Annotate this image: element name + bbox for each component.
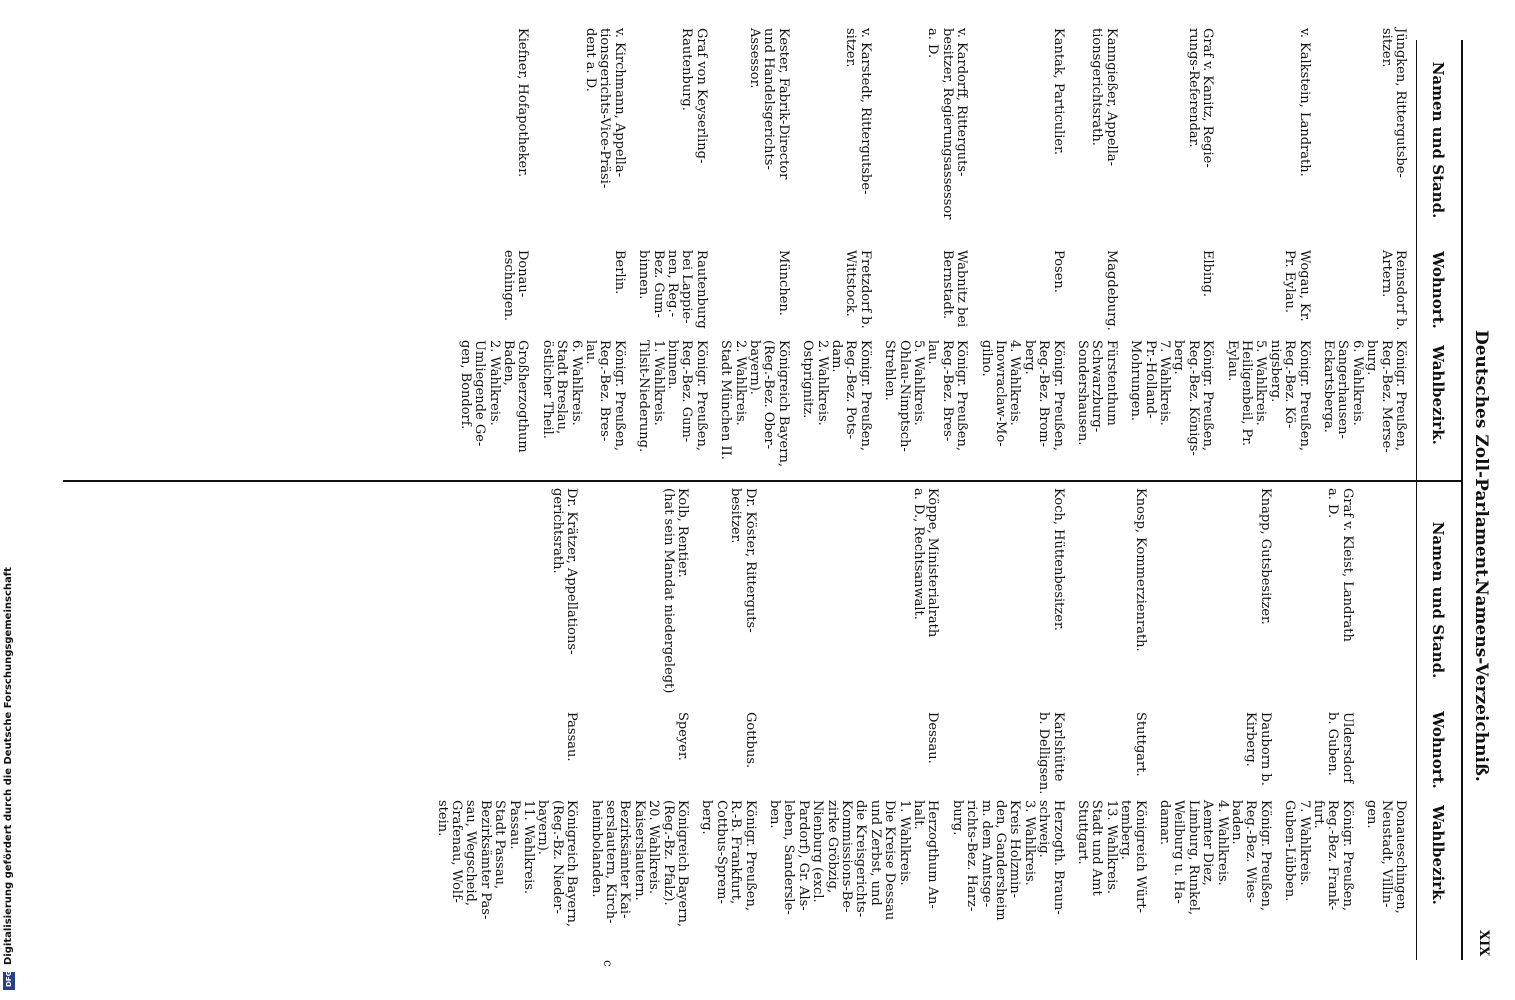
entry-district: Königr. Preußen, Reg.-Bez. Merse- burg. 6. Wahlkreis. Sangerhausen- Eckartsberga. — [1320, 340, 1408, 453]
entry-district: Königr. Preußen, Reg.-Bez. Kö- nigsberg. 5. Wahlkreis. Heiligenbeil, Pr. Eylau. — [1224, 340, 1312, 452]
entry-district: Donaueschingen, Neustadt, Villin- gen. — [1364, 800, 1408, 914]
col-header-district-right: Wahlbezirk. — [1429, 805, 1447, 905]
entry-name: Dr. Köster, Ritterguts- besitzer. — [728, 488, 758, 633]
entry-residence: Reinsdorf b. Artern. — [1378, 250, 1408, 331]
entry-residence: Rautenburg bei Lappie- nen, Reg.- Bez. Gum- binnen. — [636, 250, 709, 329]
entry-name: Graf v. Kleist, Landrath a. D. — [1325, 488, 1355, 642]
entry-name: Knapp, Gutsbesitzer. — [1257, 488, 1273, 625]
col-header-residence-left: Wohnort. — [1429, 251, 1447, 329]
digitization-credit: Digitalisierung gefördert durch die Deutsche Forschungsgemeinschaft — [3, 567, 14, 965]
entry-district: Großherzogthum Baden, 2. Wahlkreis. Umliegende Ge- gen, Bondorf. — [457, 340, 531, 453]
entry-residence: Stuttgart. — [1132, 712, 1148, 777]
entry-residence: Elbing. — [1200, 250, 1216, 297]
header-title-right: Namens-Verzeichniß. — [1471, 580, 1491, 782]
entry-residence: München. — [775, 250, 791, 316]
entry-district: Königr. Preußen, Reg.-Bez. Frank- furt. 7. Wahlkreis. Guben-Lübben. — [1282, 800, 1355, 912]
dfg-logo-text: DFG — [5, 970, 13, 987]
column-header-rule — [1416, 40, 1417, 960]
col-header-name-right: Namen und Stand. — [1429, 521, 1447, 679]
entry-name: v. Kirchmann, Appella- tionsgerichts-Vice-Präsi- dent a. D. — [583, 28, 627, 189]
entry-district: Königr. Preußen, Reg.-Bez. Bres- lau. 5. Wahlkreis. Ohlau-Nimptsch- Strehlen. — [882, 340, 970, 452]
entry-district: Königr. Preußen, Reg.-Bez. Gum- binnen. 1. Wahlkreis. Tilsit-Niederung. — [636, 340, 709, 453]
entry-name: v. Karstedt, Rittergutsbe- sitzer. — [843, 28, 873, 195]
entry-residence: Fretzdorf b. Wittstock. — [843, 250, 873, 329]
entry-name: Graf v. Kanitz, Regie- rungs-Referendar. — [1185, 28, 1216, 168]
col-header-district-left: Wahlbezirk. — [1429, 345, 1447, 445]
entry-residence: Dessau. — [925, 712, 941, 764]
signature-mark: c — [601, 960, 615, 967]
entry-residence: Magdeburg. — [1103, 250, 1119, 331]
entry-residence: Gottbus. — [742, 712, 758, 769]
entry-name: Kanngießer, Appella- tionsgerichtsrath. — [1089, 28, 1119, 166]
entry-district: Königr. Preußen, Reg.-Bez. Brom- berg. 4. Wahlkreis. Inowraclaw-Mo- gilno. — [978, 340, 1066, 452]
entry-residence: Wogau, Kr. Pr. Eylau. — [1282, 250, 1312, 322]
entry-name: Knosp, Kommerzienrath. — [1132, 488, 1148, 652]
entry-name: Kolb, Rentier. (hat sein Mandat niedergelegt) — [660, 488, 690, 694]
rotated-register-page — [55, 0, 1515, 1000]
entry-district: Herzogthum An- halt. 1. Wahlkreis. Die Kreise Dessau und Zerbst, und die Kreisgerichts- Kommissions-Be- zirke Gröbzig, Nienburg (excl. Pardorf), Gr. Als- leben, Sandersle- ben. — [766, 800, 941, 921]
entry-name: Jüngken, Rittergutsbe- sitzer. — [1378, 28, 1408, 178]
entry-district: Fürstenthum Schwarzburg- Sondershausen. — [1075, 340, 1119, 446]
entry-district: Königreich Bayern, (Reg.-Bez. Ober- bayern). 2. Wahlkreis. Stadt München II. — [718, 340, 791, 467]
entry-residence: Donau- eschingen. — [501, 250, 531, 322]
entry-residence: Posen. — [1050, 250, 1066, 293]
entry-residence: Uldersdorf b. Guben. — [1325, 712, 1355, 784]
entry-name: Kantak, Particulier. — [1050, 28, 1066, 156]
entry-district: Königr. Preußen, Reg.-Bez. Bres- lau. 6. Wahlkreis. Stadt Breslau, östlicher Theil. — [539, 340, 627, 452]
center-divider — [63, 480, 1463, 482]
entry-name: v. Kalkstein, Landrath. — [1296, 28, 1312, 177]
entry-residence: Karlshütte b. Delligsen. — [1036, 712, 1066, 795]
col-header-residence-right: Wohnort. — [1429, 711, 1447, 789]
entry-name: Koch, Hüttenbesitzer. — [1050, 488, 1066, 631]
page-number: XIX — [1476, 930, 1491, 957]
entry-residence: Dauborn b. Kirberg. — [1243, 712, 1273, 786]
entry-residence: Passau. — [564, 712, 580, 762]
entry-residence: Wabnitz bei Bernstadt. — [939, 250, 970, 328]
dfg-logo — [3, 972, 15, 990]
entry-district: Königr. Preußen, Reg.-Bez. Wies- baden. 4. Wahlkreis. Aemter Diez, Limburg, Runkel, Weilburg u. Ha- damar. — [1156, 800, 1273, 916]
entry-name: Kester, Fabrik-Director und Handelsgerichts- Assessor. — [747, 28, 791, 180]
entry-residence: Berlin. — [611, 250, 627, 295]
entry-name: v. Kardorff, Ritterguts- besitzer, Regierungsassessor a. D. — [925, 28, 970, 220]
header-title-left: Deutsches Zoll-Parlament. — [1471, 330, 1491, 583]
entry-district: Königr. Preußen, Reg.-Bez. Königs- berg. 7. Wahlkreis. Pr.-Holland- Mohrungen. — [1128, 340, 1216, 456]
entry-district: Königreich Bayern, (Reg.-Bz. Nieder- bayern). 11. Wahlkreis. Passau. Stadt Passau, Bezirksämter Pas- sau, Wegscheid, Grafenau, Wolf- stein. — [434, 800, 580, 927]
entry-district: Königreich Würt- temberg. 13. Wahlkreis. Stadt und Amt Stuttgart. — [1074, 800, 1148, 913]
entry-name: Kiefner, Hofapotheker. — [515, 28, 531, 178]
entry-district: Königr. Preußen, R.-B. Frankfurt, Cottbus-Sprem- berg. — [699, 800, 758, 912]
entry-district: Königr. Preußen, Reg.-Bez. Pots- dam. 2. Wahlkreis. Ostprignitz. — [800, 340, 873, 452]
entry-name: Dr. Krätzer, Appellations- gerichtsrath. — [549, 488, 580, 655]
entry-district: Herzogth. Braun- schweig. 3. Wahlkreis. Kreis Holzmin- den, Gandersheim m. dem Amtsge- richts-Bez. Harz- burg. — [949, 800, 1066, 921]
entry-name: Graf von Keyserling- Rautenburg. — [679, 28, 709, 164]
entry-residence: Speyer. — [675, 712, 690, 761]
col-header-name-left: Namen und Stand. — [1429, 61, 1447, 219]
entry-district: Königreich Bayern, (Reg.-Bz. Pfalz). 20. Wahlkreis. Kaiserslautern. Bezirksämter Kai- serslautern, Kirch- heimbolanden. — [588, 800, 690, 927]
page-header — [1465, 0, 1505, 1000]
header-rule — [1461, 40, 1463, 960]
entry-name: Köppe, Ministerialrath a. D., Rechtsanwalt. — [911, 488, 941, 638]
